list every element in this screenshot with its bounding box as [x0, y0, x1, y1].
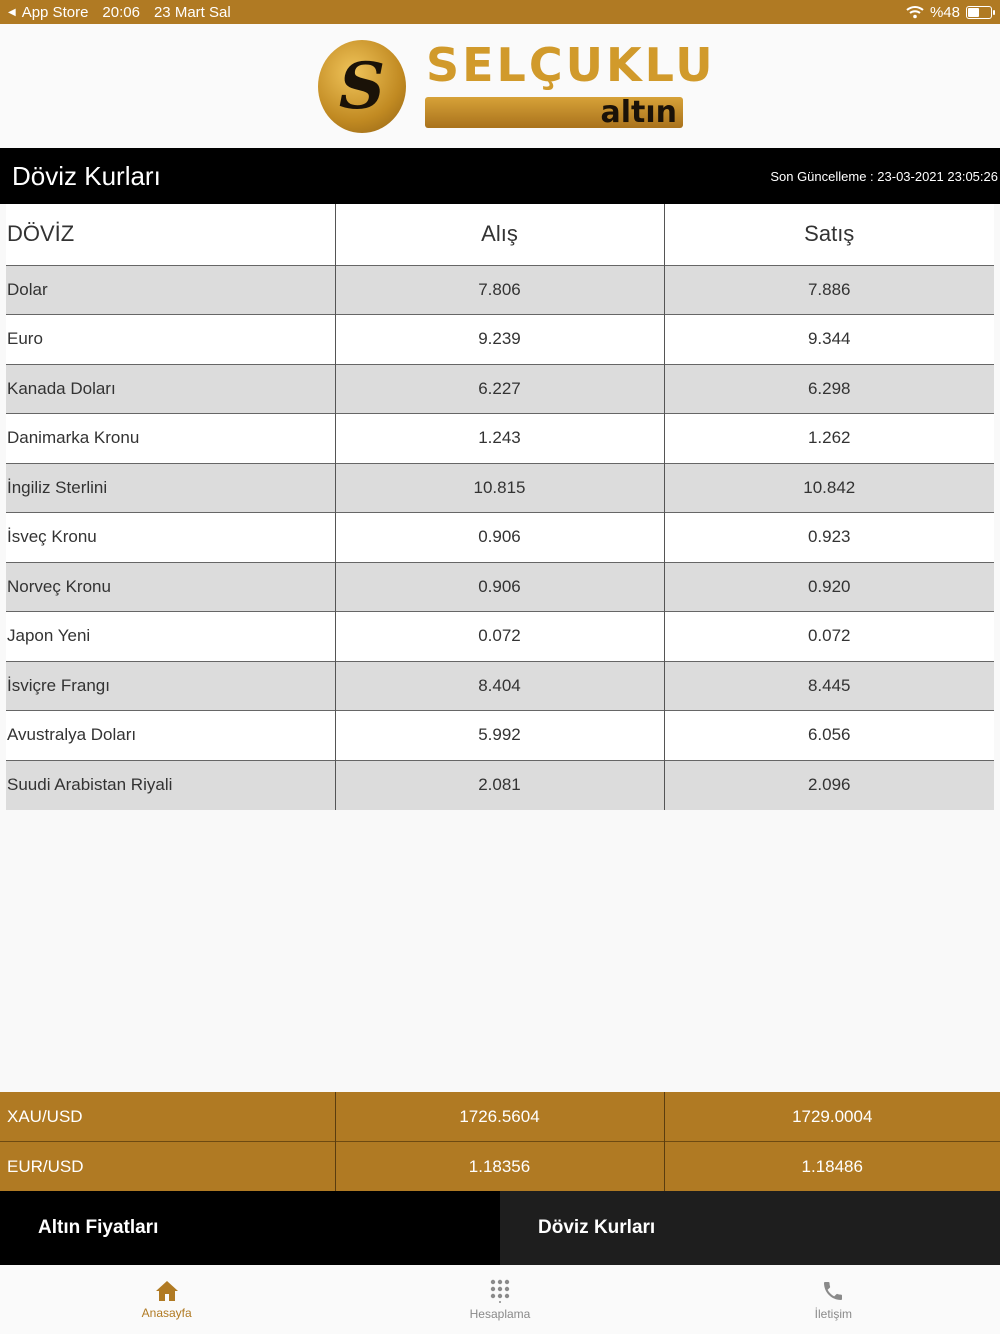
buy-price: 0.072	[335, 612, 664, 662]
sell-price: 7.886	[664, 265, 994, 315]
tab-contact[interactable]	[667, 1265, 1000, 1334]
buy-price: 7.806	[335, 265, 664, 315]
buy-price: 8.404	[335, 661, 664, 711]
page-header	[0, 148, 1000, 204]
currency-name: Japon Yeni	[6, 612, 335, 662]
table-row	[6, 661, 994, 711]
parity-name: XAU/USD	[7, 1106, 83, 1126]
buy-price: 6.227	[335, 364, 664, 414]
battery-percent: %48	[929, 3, 960, 21]
parity-row	[0, 1142, 1000, 1192]
buy-price: 10.815	[335, 463, 664, 513]
parity-name: EUR/USD	[0, 1142, 335, 1192]
phone-icon	[821, 1279, 845, 1303]
column-header-buy: Alış	[335, 204, 664, 265]
sell-price: 6.298	[664, 364, 994, 414]
tab-calculator[interactable]	[333, 1265, 666, 1334]
column-header-sell: Satış	[664, 204, 994, 265]
currency-rates-button[interactable]: Döviz Kurları	[500, 1191, 1000, 1265]
currency-name: Kanada Doları	[6, 364, 335, 414]
tab-label: İletişim	[814, 1306, 852, 1321]
sell-price: 6.056	[664, 711, 994, 761]
table-row	[6, 711, 994, 761]
parity-buy: 1726.5604	[335, 1092, 664, 1142]
buy-price: 0.906	[335, 513, 664, 563]
parity-sell: 1729.0004	[664, 1092, 1000, 1142]
buy-price: 2.081	[335, 760, 664, 810]
tab-label: Anasayfa	[141, 1305, 192, 1320]
currency-name: İngiliz Sterlini	[6, 463, 335, 513]
parity-row	[0, 1092, 1000, 1142]
status-bar	[0, 0, 1000, 24]
column-header-currency: DÖVİZ	[6, 204, 335, 265]
brand-name: SELÇUKLU	[426, 38, 716, 92]
table-row	[6, 760, 994, 810]
brand-sub-bar	[425, 97, 683, 128]
currency-name: İsviçre Frangı	[6, 661, 335, 711]
segment-bar	[0, 1191, 1000, 1265]
tab-home[interactable]	[0, 1265, 333, 1334]
buy-price: 5.992	[335, 711, 664, 761]
status-time: 20:06	[102, 3, 140, 21]
buy-price: 0.906	[335, 562, 664, 612]
currency-name: Danimarka Kronu	[6, 414, 335, 464]
wifi-icon	[906, 5, 924, 19]
back-app-label[interactable]: App Store	[21, 3, 89, 21]
parity-table	[0, 1092, 1000, 1191]
currency-table	[6, 204, 994, 810]
currency-name: Avustralya Doları	[6, 711, 335, 761]
currency-name: İsveç Kronu	[6, 513, 335, 563]
gold-prices-button[interactable]: Altın Fiyatları	[0, 1191, 500, 1265]
sell-price: 10.842	[664, 463, 994, 513]
keypad-icon	[489, 1279, 511, 1303]
table-row	[6, 562, 994, 612]
table-row	[6, 364, 994, 414]
parity-sell: 1.18486	[664, 1142, 1000, 1192]
sell-price: 0.920	[664, 562, 994, 612]
currency-name: Dolar	[6, 265, 335, 315]
parity-buy: 1.18356	[335, 1142, 664, 1192]
brand-sub: altın	[600, 95, 677, 130]
table-row	[6, 463, 994, 513]
sell-price: 8.445	[664, 661, 994, 711]
battery-icon	[966, 6, 992, 19]
table-row	[6, 513, 994, 563]
page-title: Döviz Kurları	[12, 160, 161, 191]
buy-price: 1.243	[335, 414, 664, 464]
logo-emblem: S	[318, 40, 406, 133]
currency-name: Suudi Arabistan Riyali	[6, 760, 335, 810]
tab-label: Hesaplama	[469, 1306, 531, 1321]
sell-price: 2.096	[664, 760, 994, 810]
battery-fill	[968, 8, 979, 17]
sell-price: 0.923	[664, 513, 994, 563]
sell-price: 0.072	[664, 612, 994, 662]
bottom-tab-bar	[0, 1265, 1000, 1334]
table-row	[6, 315, 994, 365]
currency-name: Norveç Kronu	[6, 562, 335, 612]
sell-price: 9.344	[664, 315, 994, 365]
back-arrow-icon[interactable]: ◀	[8, 6, 16, 18]
sell-price: 1.262	[664, 414, 994, 464]
table-row	[6, 612, 994, 662]
table-row	[6, 265, 994, 315]
buy-price: 9.239	[335, 315, 664, 365]
status-date: 23 Mart Sal	[153, 3, 231, 21]
table-header	[6, 204, 994, 265]
home-icon	[155, 1280, 179, 1302]
currency-name: Euro	[6, 315, 335, 365]
table-row	[6, 414, 994, 464]
last-update: Son Güncelleme : 23-03-2021 23:05:26	[770, 168, 998, 184]
logo-header	[0, 24, 1000, 148]
